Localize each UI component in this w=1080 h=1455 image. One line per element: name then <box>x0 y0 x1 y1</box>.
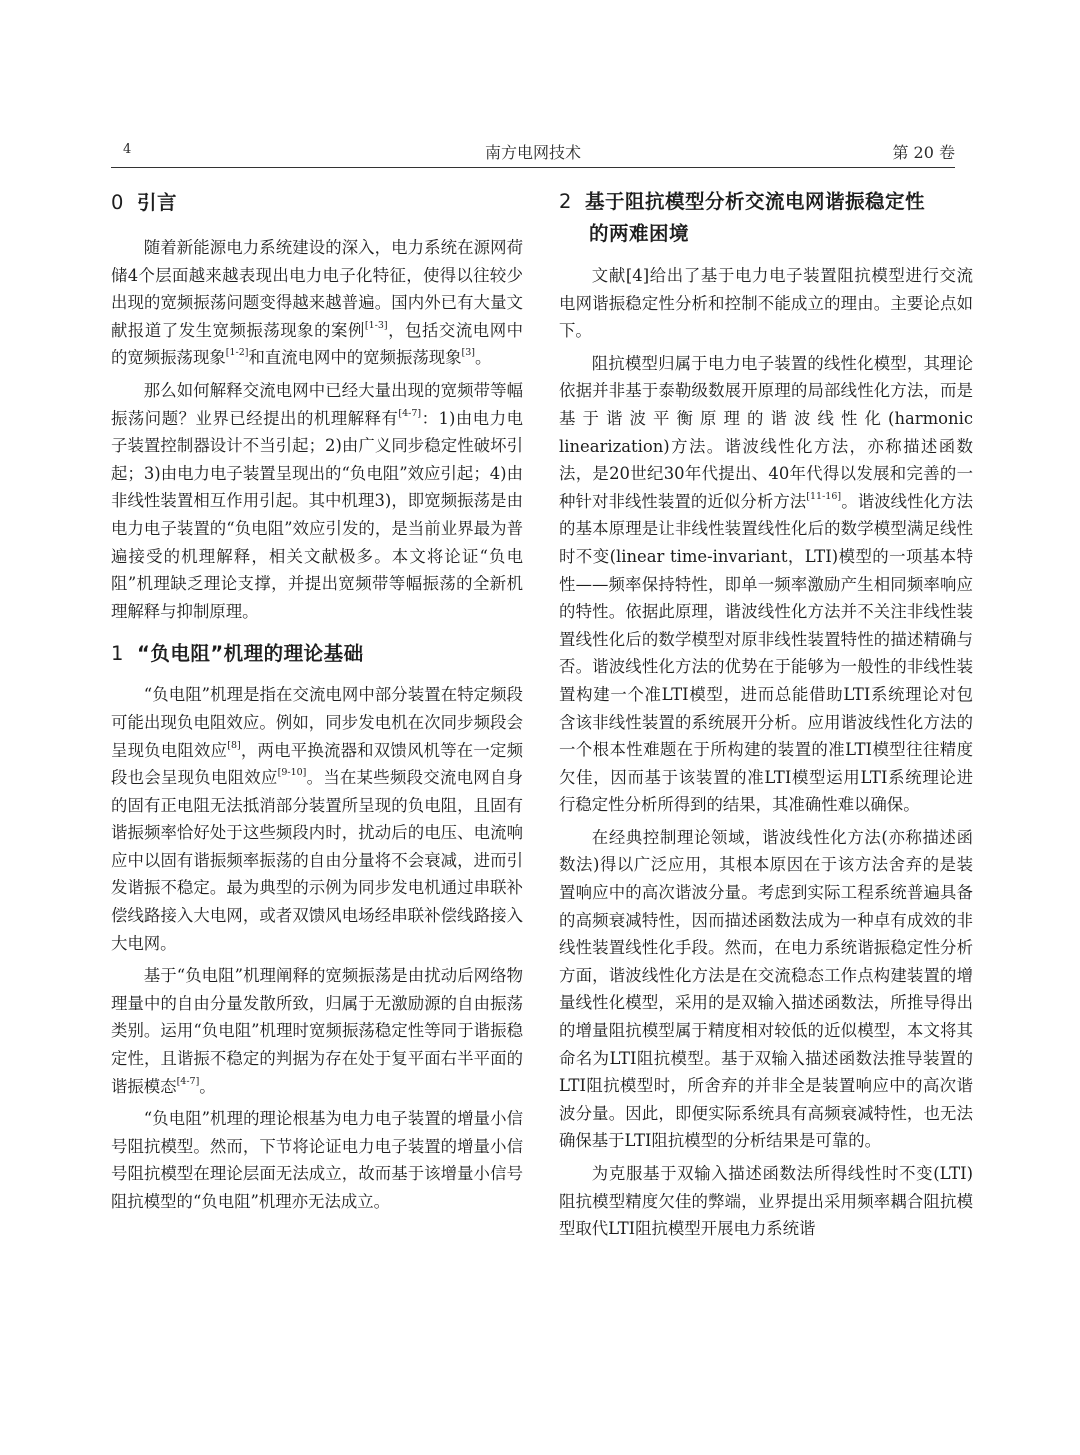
section-number: 2 <box>559 190 572 213</box>
text: 阻抗模型归属于电力电子装置的线性化模型，其理论依据并非基于泰勒级数展开原理的局部线性化方法，而是基于谐波平衡原理的谐波线性化(harmonic linearization)方法。谐波线性化方法，亦称描述函数法，是20世纪30年代提出、40年代得以发展和完善的一种针对非线性装置的近似分析方法 <box>559 353 973 511</box>
paragraph-s2-4 <box>559 1160 973 1243</box>
section-number: 1 <box>111 642 124 666</box>
paragraph-s2-3 <box>559 824 973 1155</box>
section-title: 引言 <box>137 191 178 214</box>
left-column <box>111 186 523 1221</box>
paragraph-s1-1 <box>111 681 523 957</box>
citation: [1-3] <box>364 319 388 331</box>
section-number: 0 <box>111 191 124 214</box>
citation: [3] <box>461 347 475 359</box>
paragraph-s1-2 <box>111 962 523 1100</box>
section-heading-2 <box>559 186 973 250</box>
text: “负电阻”机理是指在交流电网中部分装置在特定频段可能出现负电阻效应。例如，同步发电机在次同步频段会呈现负电阻效应 <box>111 685 523 760</box>
citation: [4-7] <box>176 1075 200 1087</box>
section-heading-1 <box>111 637 523 671</box>
citation: [11-16] <box>806 490 842 502</box>
running-header <box>111 138 955 166</box>
text: 。 <box>199 1076 216 1096</box>
citation: [4-7] <box>398 407 422 419</box>
text: 文献[4]给出了基于电力电子装置阻抗模型进行交流电网谐振稳定性分析和控制不能成立的理由。主要论点如下。 <box>559 266 973 341</box>
volume-label: 第 20 卷 <box>892 143 955 162</box>
section-title: “负电阻”机理的理论基础 <box>137 642 364 666</box>
text: 随着新能源电力系统建设的深入，电力系统在源网荷储4个层面越来越表现出电力电子化特征，使得以往较少出现的宽频振荡问题变得越来越普遍。国内外已有大量文献报道了发生宽频振荡现象的案例 <box>111 238 523 340</box>
text: 。当在某些频段交流电网自身的固有正电阻无法抵消部分装置所呈现的负电阻，且固有谐振频率恰好处于这些频段内时，扰动后的电压、电流响应中以固有谐振频率振荡的自由分量将不会衰减，进而引发谐振不稳定。最为典型的示例为同步发电机通过串联补偿线路接入大电网，或者双馈风电场经串联补偿线路接入大电网。 <box>111 768 524 953</box>
right-column <box>559 186 973 1247</box>
text: 。 <box>475 348 492 368</box>
header-rule <box>111 167 955 168</box>
text: ，两电平换流器和双馈风机等在一定频段也会呈现负电阻效应 <box>111 740 524 788</box>
paragraph-intro-1 <box>111 234 523 372</box>
text: ，包括交流电网中的宽频振荡现象 <box>111 320 524 368</box>
text: 和直流电网中的宽频振荡现象 <box>248 348 462 368</box>
section-heading-0 <box>111 186 523 220</box>
page-number: 4 <box>123 142 132 157</box>
text: 。谐波线性化方法的基本原理是让非线性装置线性化后的数学模型满足线性时不变(linear time-invariant，LTI)模型的一项基本特性——频率保持特性，即单一频率激励产生相同频率响应的特性。依据此原理，谐波线性化方法并不关注非线性装置线性化后的数学模型对原非线性装置特性的描述精确与否。谐波线性化方法的优势在于能够为一般性的非线性装置构建一个准LTI模型，进而总能借助LTI系统理论对包含该非线性装置的系统展开分析。应用谐波线性化方法的一个根本性难题在于所构建的装置的准LTI模型往往精度欠佳，因而基于该装置的准LTI模型运用LTI系统理论进行稳定性分析所得到的结果，其准确性难以确保。 <box>559 491 974 815</box>
text: ：1)由电力电子装置控制器设计不当引起；2)由广义同步稳定性破坏引起；3)由电力电子装置呈现出的“负电阻”效应引起；4)由非线性装置相互作用引起。其中机理3)，即宽频振荡是由电力电子装置的“负电阻”效应引发的，是当前业界最为普遍接受的机理解释，相关文献极多。本文将论证“负电阻”机理缺乏理论支撑，并提出宽频带等幅振荡的全新机理解释与抑制原理。 <box>111 408 523 621</box>
text: 那么如何解释交流电网中已经大量出现的宽频带等幅振荡问题？业界已经提出的机理解释有 <box>111 380 523 428</box>
journal-title: 南方电网技术 <box>484 143 581 162</box>
section-title-line1: 基于阻抗模型分析交流电网谐振稳定性 <box>585 190 926 213</box>
section-title-line2: 的两难困境 <box>589 222 690 245</box>
text: 在经典控制理论领域，谐波线性化方法(亦称描述函数法)得以广泛应用，其根本原因在于该方法舍弃的是装置响应中的高次谐波分量。考虑到实际工程系统普遍具备的高频衰减特性，因而描述函数法成为一种卓有成效的非线性装置线性化手段。然而，在电力系统谐振稳定性分析方面，谐波线性化方法是在交流稳态工作点构建装置的增量线性化模型，采用的是双输入描述函数法，所推导得出的增量阻抗模型属于精度相对较低的近似模型，本文将其命名为LTI阻抗模型。基于双输入描述函数法推导装置的LTI阻抗模型时，所舍弃的并非全是装置响应中的高次谐波分量。因此，即便实际系统具有高频衰减特性，也无法确保基于LTI阻抗模型的分析结果是可靠的。 <box>559 827 973 1151</box>
paragraph-intro-2 <box>111 377 523 625</box>
paragraph-s2-1 <box>559 262 973 345</box>
text: 为克服基于双输入描述函数法所得线性时不变(LTI)阻抗模型精度欠佳的弊端，业界提出采用频率耦合阻抗模型取代LTI阻抗模型开展电力系统谐 <box>559 1164 973 1239</box>
citation: [8] <box>227 739 241 751</box>
text: “负电阻”机理的理论根基为电力电子装置的增量小信号阻抗模型。然而，下节将论证电力电子装置的增量小信号阻抗模型在理论层面无法成立，故而基于该增量小信号阻抗模型的“负电阻”机理亦无法成立。 <box>111 1109 523 1211</box>
text: 基于“负电阻”机理阐释的宽频振荡是由扰动后网络物理量中的自由分量发散所致，归属于无激励源的自由振荡类别。运用“负电阻”机理时宽频振荡稳定性等同于谐振稳定性，且谐振不稳定的判据为存在处于复平面右半平面的谐振模态 <box>111 966 523 1096</box>
citation: [9-10] <box>277 767 307 779</box>
citation: [1-2] <box>225 347 249 359</box>
paragraph-s2-2 <box>559 350 973 819</box>
paragraph-s1-3 <box>111 1105 523 1215</box>
